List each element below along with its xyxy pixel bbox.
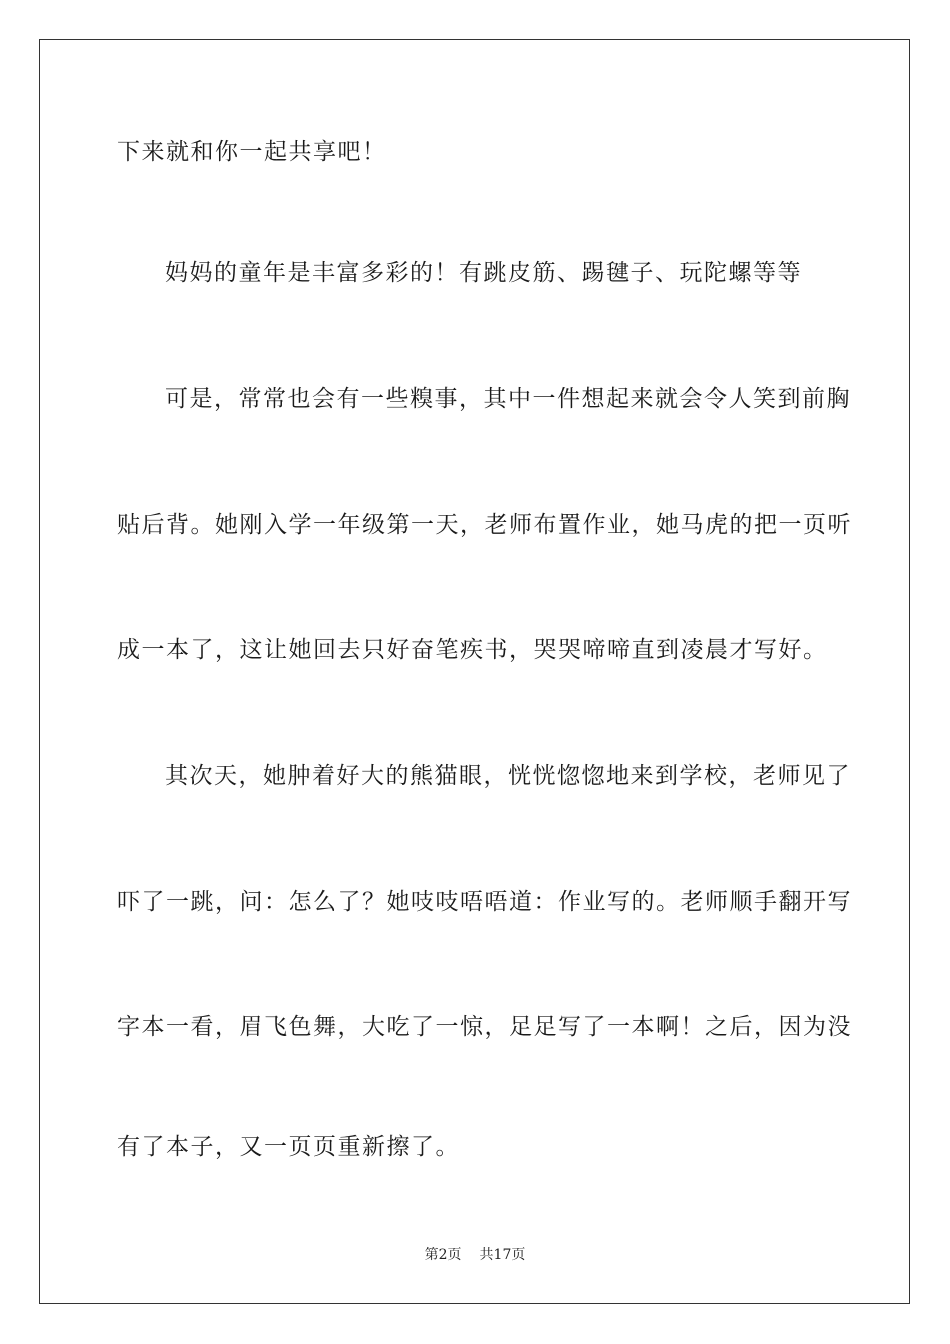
- text-line: 字本一看，眉飞色舞，大吃了一惊，足足写了一本啊！之后，因为没: [117, 1014, 852, 1040]
- page-footer: [0, 1246, 950, 1264]
- text-line: 吓了一跳，问：怎么了？她吱吱唔唔道：作业写的。老师顺手翻开写: [117, 889, 852, 915]
- text-line: 贴后背。她刚入学一年级第一天，老师布置作业，她马虎的把一页听: [117, 512, 852, 538]
- paragraph-start-line: 妈妈的童年是丰富多彩的！有跳皮筋、踢毽子、玩陀螺等等: [165, 260, 802, 286]
- text-line: 有了本子，又一页页重新擦了。: [117, 1134, 460, 1160]
- page-total: 共17页: [479, 1247, 526, 1263]
- page-frame: [39, 39, 910, 1304]
- text-line: 下来就和你一起共享吧！: [117, 139, 387, 165]
- paragraph-start-line: 可是，常常也会有一些糗事，其中一件想起来就会令人笑到前胸: [165, 386, 851, 412]
- paragraph-start-line: 其次天，她肿着好大的熊猫眼，恍恍惚惚地来到学校，老师见了: [165, 763, 851, 789]
- page-number: 第2页: [424, 1247, 462, 1263]
- text-line: 成一本了，这让她回去只好奋笔疾书，哭哭啼啼直到凌晨才写好。: [117, 637, 828, 663]
